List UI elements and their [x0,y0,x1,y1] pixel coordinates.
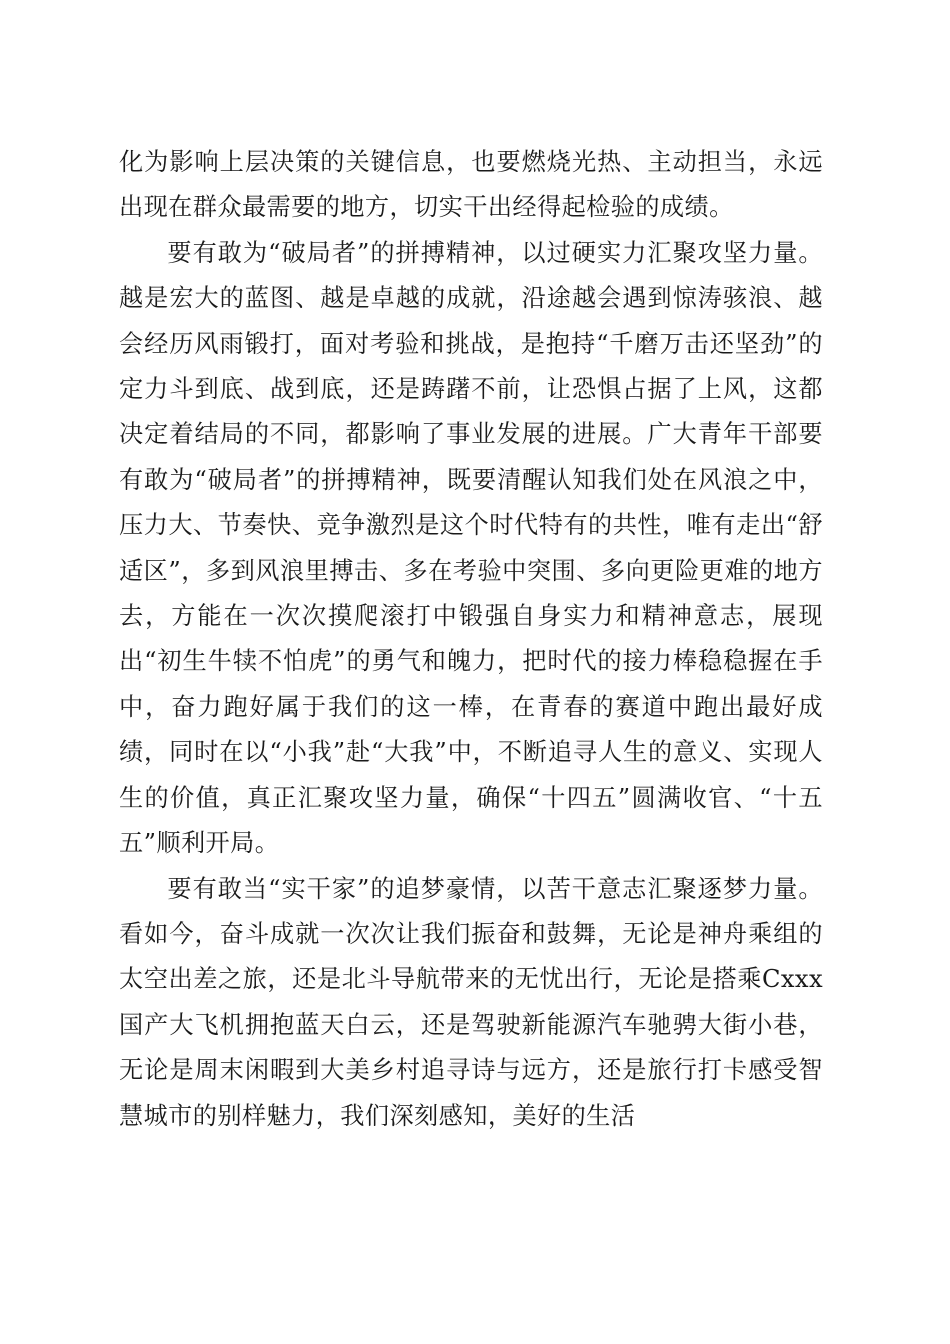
paragraph-doer-passion: 要有敢当“实干家”的追梦豪情，以苦干意志汇聚逐梦力量。看如今，奋斗成就一次次让我们振奋和鼓舞，无论是神舟乘组的太空出差之旅，还是北斗导航带来的无忧出行，无论是搭乘Cxxx国产大飞机拥抱蓝天白云，还是驾驶新能源汽车驰骋大街小巷，无论是周末闲暇到大美乡村追寻诗与远方，还是旅行打卡感受智慧城市的别样魅力，我们深刻感知，美好的生活 [119,874,823,1130]
paragraph-continuation: 化为影响上层决策的关键信息，也要燃烧光热、主动担当，永远出现在群众最需要的地方，切实干出经得起检验的成绩。 [119,148,823,222]
paragraph-breaker-spirit: 要有敢为“破局者”的拼搏精神，以过硬实力汇聚攻坚力量。越是宏大的蓝图、越是卓越的成就，沿途越会遇到惊涛骇浪、越会经历风雨锻打，面对考验和挑战，是抱持“千磨万击还坚劲”的定力斗到底、战到底，还是踌躇不前，让恐惧占据了上风，这都决定着结局的不同，都影响了事业发展的进展。广大青年干部要有敢为“破局者”的拼搏精神，既要清醒认知我们处在风浪之中，压力大、节奏快、竞争激烈是这个时代特有的共性，唯有走出“舒适区”，多到风浪里搏击、多在考验中突围、多向更险更难的地方去，方能在一次次摸爬滚打中锻强自身实力和精神意志，展现出“初生牛犊不怕虎”的勇气和魄力，把时代的接力棒稳稳握在手中，奋力跑好属于我们的这一棒，在青春的赛道中跑出最好成绩，同时在以“小我”赴“大我”中，不断追寻人生的意义、实现人生的价值，真正汇聚攻坚力量，确保“十四五”圆满收官、“十五五”顺利开局。 [119,238,823,858]
body-text [119,140,823,1139]
